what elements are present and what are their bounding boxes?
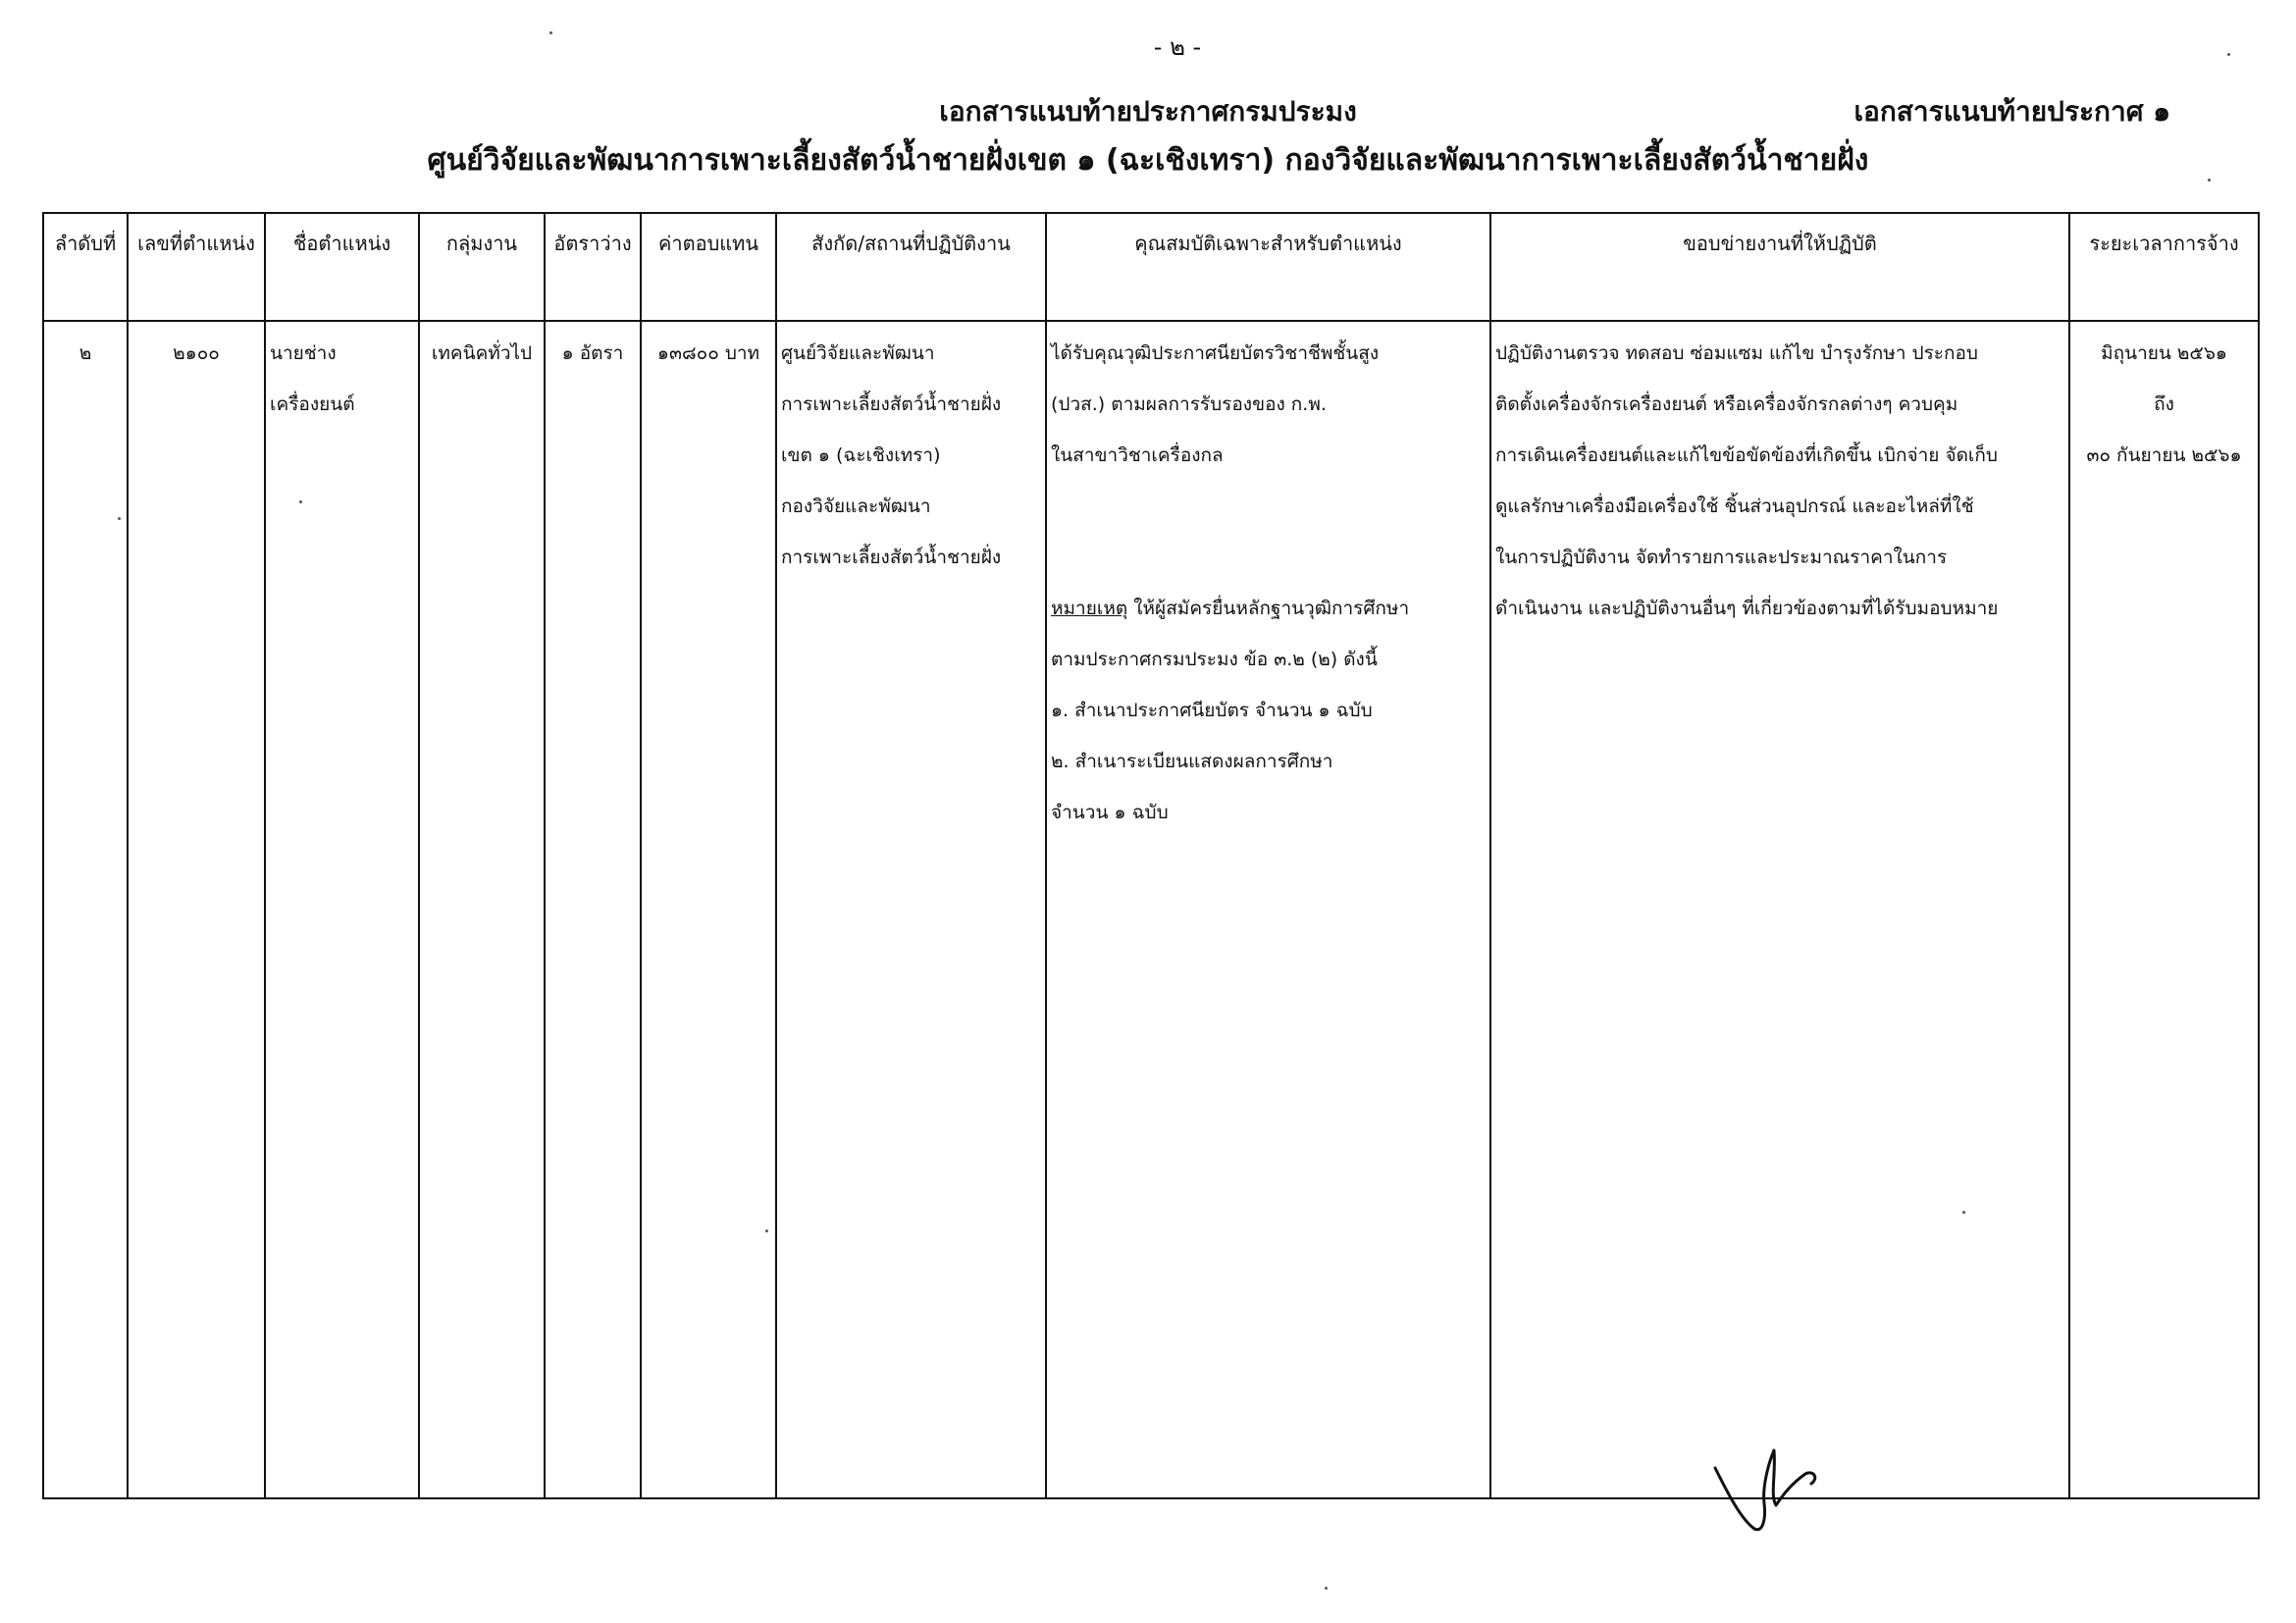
workplace-line: การเพาะเลี้ยงสัตว์น้ำชายฝั่ง (781, 393, 1002, 415)
table-header-row (43, 213, 2259, 321)
positions-table (42, 212, 2260, 1499)
header-vacancy: อัตราว่าง (545, 213, 641, 321)
workplace-line: ศูนย์วิจัยและพัฒนา (781, 342, 935, 364)
workplace-line: การเพาะเลี้ยงสัตว์น้ำชายฝั่ง (781, 547, 1002, 568)
cell-work-group (419, 321, 545, 1498)
qualification-line: ในสาขาวิชาเครื่องกล (1051, 445, 1224, 466)
order-value: ๒ (78, 342, 92, 364)
duty-line: ดำเนินงาน และปฏิบัติงานอื่นๆ ที่เกี่ยวข้องตามที่ได้รับมอบหมาย (1495, 598, 1999, 619)
note-line: ๒. สำเนาระเบียนแสดงผลการศึกษา (1051, 751, 1333, 772)
scan-speck (2208, 179, 2211, 182)
header-position-number: เลขที่ตำแหน่ง (128, 213, 265, 321)
scan-speck (118, 517, 121, 520)
position-name-line: เครื่องยนต์ (270, 393, 355, 415)
period-line: ถึง (2154, 393, 2174, 415)
cell-order (43, 321, 128, 1498)
table-row (43, 321, 2259, 1498)
document-subtitle: ศูนย์วิจัยและพัฒนาการเพาะเลี้ยงสัตว์น้ำชายฝั่งเขต ๑ (ฉะเชิงเทรา) กองวิจัยและพัฒนาการเพาะเลี้ยงสัตว์น้ำชายฝั่ง (427, 143, 1869, 178)
workplace-line: เขต ๑ (ฉะเชิงเทรา) (781, 445, 941, 466)
header-compensation: ค่าตอบแทน (641, 213, 776, 321)
note-line: ตามประกาศกรมประมง ข้อ ๓.๒ (๒) ดังนี้ (1051, 649, 1378, 670)
scan-speck (549, 31, 552, 34)
position-number-value: ๒๑๐๐ (173, 342, 220, 364)
scan-speck (765, 1230, 768, 1232)
period-line: ๓๐ กันยายน ๒๕๖๑ (2086, 445, 2242, 466)
document-title: เอกสารแนบท้ายประกาศกรมประมง (939, 95, 1357, 128)
header-order: ลำดับที่ (43, 213, 128, 321)
spacer (1051, 481, 1486, 583)
header-position-name: ชื่อตำแหน่ง (265, 213, 419, 321)
period-line: มิถุนายน ๒๕๖๑ (2101, 342, 2227, 364)
cell-vacancy (545, 321, 641, 1498)
note-line: ๑. สำเนาประกาศนียบัตร จำนวน ๑ ฉบับ (1051, 700, 1373, 721)
duty-line: ดูแลรักษาเครื่องมือเครื่องใช้ ชิ้นส่วนอุปกรณ์ และอะไหล่ที่ใช้ (1495, 496, 1974, 517)
cell-workplace (776, 321, 1046, 1498)
header-employment-period: ระยะเวลาการจ้าง (2069, 213, 2259, 321)
duty-line: ปฏิบัติงานตรวจ ทดสอบ ซ่อมแซม แก้ไข บำรุงรักษา ประกอบ (1495, 342, 1978, 364)
note-line: จำนวน ๑ ฉบับ (1051, 802, 1169, 823)
duty-line: ในการปฏิบัติงาน จัดทำรายการและประมาณราคาในการ (1495, 547, 1948, 568)
page-number: - ๒ - (1153, 33, 1202, 61)
scan-speck (2227, 53, 2230, 56)
cell-qualifications (1046, 321, 1490, 1498)
cell-employment-period (2069, 321, 2259, 1498)
header-qualifications: คุณสมบัติเฉพาะสำหรับตำแหน่ง (1046, 213, 1490, 321)
header-work-group: กลุ่มงาน (419, 213, 545, 321)
note-label: หมายเหตุ (1051, 598, 1128, 619)
cell-position-number (128, 321, 265, 1498)
duty-line: การเดินเครื่องยนต์และแก้ไขข้อขัดข้องที่เกิดขึ้น เบิกจ่าย จัดเก็บ (1495, 445, 1998, 466)
qualification-line: (ปวส.) ตามผลการรับรองของ ก.พ. (1051, 393, 1327, 415)
note-text: ให้ผู้สมัครยื่นหลักฐานวุฒิการศึกษา (1127, 598, 1410, 619)
note-line (1051, 583, 1486, 634)
qualification-line: ได้รับคุณวุฒิประกาศนียบัตรวิชาชีพชั้นสูง (1051, 342, 1380, 364)
cell-compensation (641, 321, 776, 1498)
cell-position-name (265, 321, 419, 1498)
duty-line: ติดตั้งเครื่องจักรเครื่องยนต์ หรือเครื่องจักรกลต่างๆ ควบคุม (1495, 393, 1958, 415)
cell-duties (1490, 321, 2069, 1498)
work-group-value: เทคนิคทั่วไป (431, 342, 533, 364)
signature-mark (1707, 1435, 1845, 1541)
compensation-value: ๑๓๘๐๐ บาท (656, 342, 760, 364)
scan-speck (1325, 1587, 1328, 1590)
annex-label: เอกสารแนบท้ายประกาศ ๑ (1853, 95, 2170, 128)
header-workplace: สังกัด/สถานที่ปฏิบัติงาน (776, 213, 1046, 321)
position-name-line: นายช่าง (270, 342, 337, 364)
vacancy-value: ๑ อัตรา (561, 342, 624, 364)
scan-speck (1962, 1211, 1965, 1214)
workplace-line: กองวิจัยและพัฒนา (781, 496, 931, 517)
header-duties: ขอบข่ายงานที่ให้ปฏิบัติ (1490, 213, 2069, 321)
scan-speck (299, 500, 302, 503)
